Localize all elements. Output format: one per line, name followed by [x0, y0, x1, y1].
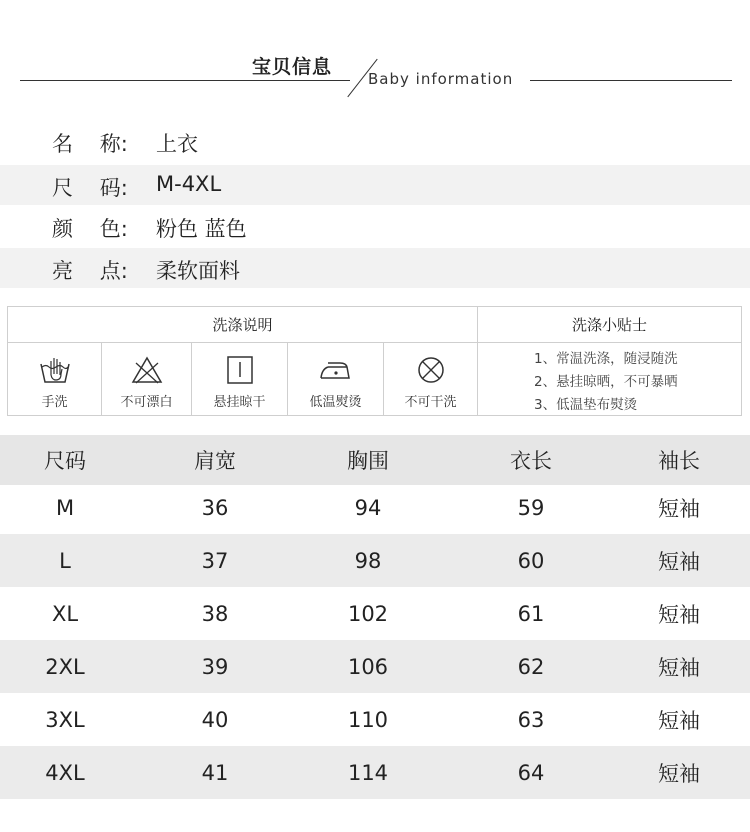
info-label: 颜 色:: [52, 217, 128, 241]
cell-chest: 106: [347, 654, 389, 679]
care-tip: 2、悬挂晾晒，不可暴晒: [534, 374, 678, 390]
info-row-size: [0, 165, 750, 205]
care-tip: 3、低温垫布熨烫: [534, 397, 638, 413]
care-item-label: 不可漂白: [120, 395, 173, 410]
cell-chest: 98: [354, 548, 382, 573]
info-row-name: [0, 121, 750, 161]
cell-size: XL: [51, 601, 79, 626]
no-dry-clean-icon: [414, 355, 448, 385]
care-item-label: 手洗: [41, 395, 68, 410]
header-title-cn: 宝贝信息: [252, 56, 333, 78]
table-row: [0, 640, 750, 693]
no-bleach-icon: [130, 355, 164, 385]
cell-size: 3XL: [45, 707, 85, 732]
cell-chest: 114: [347, 760, 389, 785]
cell-length: 59: [517, 495, 545, 520]
header-cell-size: 尺码: [44, 449, 86, 473]
cell-shoulder: 36: [201, 495, 229, 520]
cell-chest: 102: [347, 601, 389, 626]
header-cell-length: 衣长: [510, 449, 552, 473]
cell-length: 64: [517, 760, 545, 785]
header-cell-shoulder: 肩宽: [194, 449, 236, 473]
cell-sleeve: 短袖: [658, 655, 700, 680]
cell-sleeve: 短袖: [658, 602, 700, 627]
care-table: [7, 306, 742, 416]
info-label: 名 称:: [52, 132, 128, 156]
cell-length: 62: [517, 654, 545, 679]
cell-shoulder: 39: [201, 654, 229, 679]
table-row: [0, 481, 750, 534]
info-row-highlight: [0, 248, 750, 288]
cell-shoulder: 40: [201, 707, 229, 732]
care-item-hang-dry: [192, 343, 288, 415]
cell-length: 63: [517, 707, 545, 732]
care-item-label: 悬挂晾干: [213, 395, 266, 410]
cell-shoulder: 38: [201, 601, 229, 626]
cell-shoulder: 37: [201, 548, 229, 573]
header-line-right: [530, 80, 732, 81]
info-label: 亮 点:: [52, 259, 128, 283]
care-item-no-dry-clean: [384, 343, 478, 415]
cell-length: 60: [517, 548, 545, 573]
cell-shoulder: 41: [201, 760, 229, 785]
cell-size: M: [55, 495, 75, 520]
care-item-hand-wash: [8, 343, 102, 415]
table-row: [0, 587, 750, 640]
size-table-header: [0, 435, 750, 485]
cell-chest: 94: [354, 495, 382, 520]
info-value: 粉色 蓝色: [156, 217, 247, 241]
cell-sleeve: 短袖: [658, 549, 700, 574]
info-label: 尺 码:: [52, 176, 128, 200]
info-row-color: [0, 206, 750, 246]
cell-size: 2XL: [45, 654, 85, 679]
care-item-label: 低温熨烫: [309, 395, 362, 410]
care-item-low-iron: [288, 343, 384, 415]
care-item-no-bleach: [102, 343, 192, 415]
cell-size: 4XL: [45, 760, 85, 785]
header-line-left: [20, 80, 350, 81]
header-cell-chest: 胸围: [347, 449, 389, 473]
info-value: 柔软面料: [156, 259, 240, 283]
cell-length: 61: [517, 601, 545, 626]
hand-wash-icon: [38, 355, 72, 385]
cell-size: L: [59, 548, 71, 573]
header-title-en: Baby information: [368, 70, 514, 88]
care-tips: [478, 343, 741, 415]
low-iron-icon: [318, 355, 354, 385]
info-value: 上衣: [156, 132, 198, 156]
header-cell-sleeve: 袖长: [658, 449, 700, 473]
care-heading: 洗涤说明: [8, 307, 478, 343]
cell-chest: 110: [347, 707, 389, 732]
table-row: [0, 534, 750, 587]
cell-sleeve: 短袖: [658, 496, 700, 521]
cell-sleeve: 短袖: [658, 761, 700, 786]
table-row: [0, 693, 750, 746]
care-item-label: 不可干洗: [404, 395, 457, 410]
care-tips-heading: 洗涤小贴士: [478, 307, 741, 343]
care-tip: 1、常温洗涤，随浸随洗: [534, 351, 678, 367]
info-value: M-4XL: [156, 172, 222, 196]
hang-dry-icon: [223, 355, 257, 385]
cell-sleeve: 短袖: [658, 708, 700, 733]
table-row: [0, 746, 750, 799]
